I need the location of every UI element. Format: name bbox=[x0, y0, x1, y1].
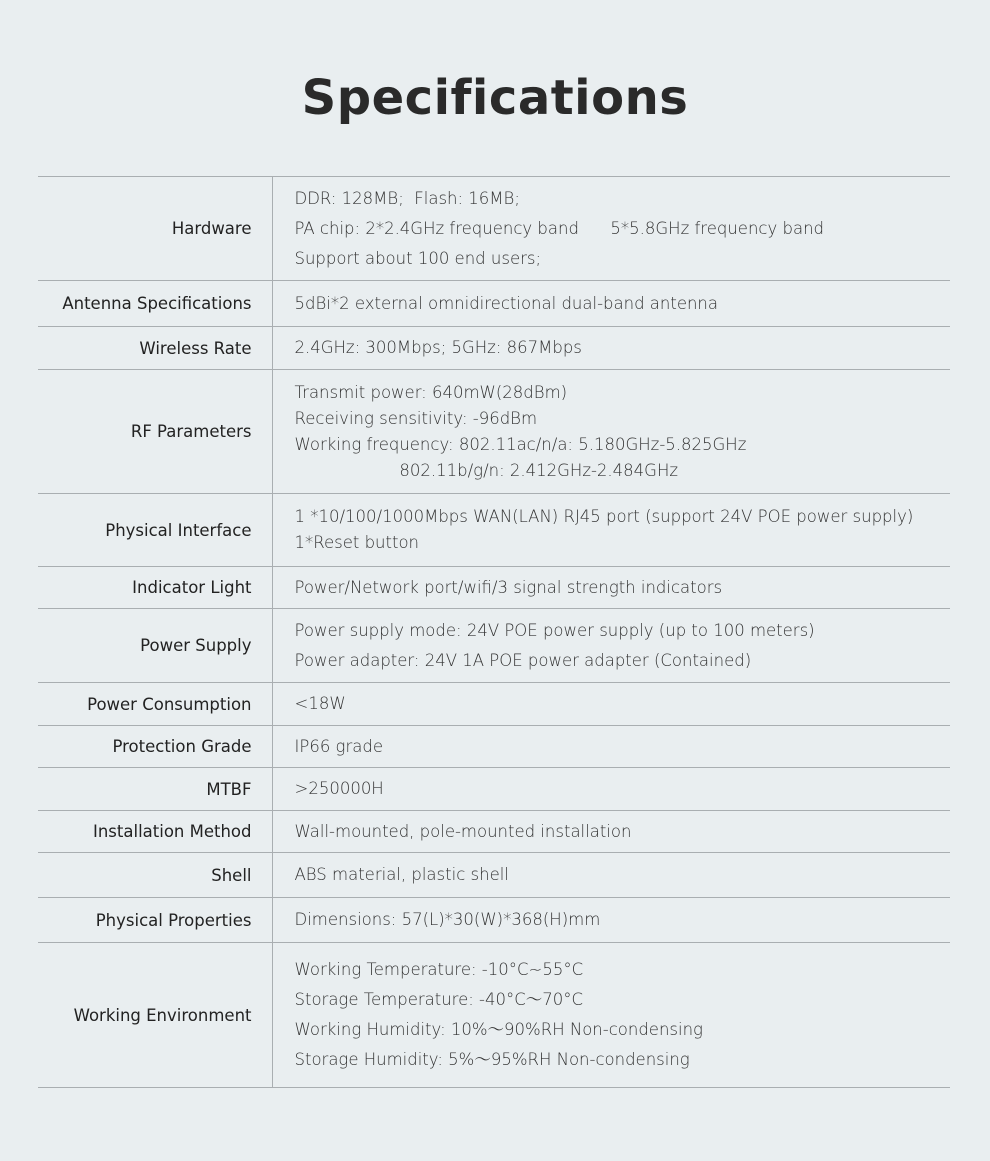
spec-value-line: Storage Temperature: -40°C～70°C bbox=[294, 990, 584, 1009]
spec-label: Working Environment bbox=[38, 943, 272, 1088]
spec-value bbox=[272, 811, 950, 853]
spec-row-antenna bbox=[38, 281, 950, 327]
spec-value-line: Storage Humidity: 5%～95%RH Non-condensing bbox=[294, 1050, 690, 1069]
spec-row-working-environment bbox=[38, 943, 950, 1088]
spec-value bbox=[272, 683, 950, 726]
spec-value bbox=[272, 726, 950, 768]
spec-value bbox=[272, 327, 950, 370]
spec-value bbox=[272, 494, 950, 567]
spec-label: Wireless Rate bbox=[38, 327, 272, 370]
spec-row-physical-properties bbox=[38, 898, 950, 943]
spec-value bbox=[272, 177, 950, 281]
spec-label: Installation Method bbox=[38, 811, 272, 853]
spec-value bbox=[272, 567, 950, 609]
spec-row-rf-parameters bbox=[38, 370, 950, 494]
spec-label: Protection Grade bbox=[38, 726, 272, 768]
spec-label: Shell bbox=[38, 853, 272, 898]
page-title: Specifications bbox=[301, 70, 689, 126]
spec-row-power-supply bbox=[38, 609, 950, 683]
spec-value-line: Working Temperature: -10°C~55°C bbox=[294, 960, 584, 979]
spec-row-physical-interface bbox=[38, 494, 950, 567]
spec-row-protection-grade bbox=[38, 726, 950, 768]
spec-label: Physical Interface bbox=[38, 494, 272, 567]
spec-row-hardware bbox=[38, 177, 950, 281]
spec-value-line: 1*Reset button bbox=[294, 533, 420, 552]
spec-value bbox=[272, 768, 950, 811]
spec-value-line: <18W bbox=[294, 694, 346, 713]
spec-row-shell bbox=[38, 853, 950, 898]
spec-value bbox=[272, 898, 950, 943]
spec-value-line: Dimensions: 57(L)*30(W)*368(H)mm bbox=[294, 910, 601, 929]
spec-label: RF Parameters bbox=[38, 370, 272, 494]
spec-label: Antenna Specifications bbox=[38, 281, 272, 327]
spec-label: MTBF bbox=[38, 768, 272, 811]
spec-value-line: 1 *10/100/1000Mbps WAN(LAN) RJ45 port (support 24V POE power supply) bbox=[294, 507, 914, 526]
spec-label: Indicator Light bbox=[38, 567, 272, 609]
spec-value-line: Power adapter: 24V 1A POE power adapter (Contained) bbox=[294, 650, 752, 670]
spec-row-wireless-rate bbox=[38, 327, 950, 370]
spec-value-line: Working Humidity: 10%～90%RH Non-condensing bbox=[294, 1020, 703, 1039]
spec-value-line: 5dBi*2 external omnidirectional dual-band antenna bbox=[294, 293, 719, 313]
spec-value-line: PA chip: 2*2.4GHz frequency band 5*5.8GHz frequency band bbox=[294, 218, 824, 238]
spec-label: Power Consumption bbox=[38, 683, 272, 726]
spec-value bbox=[272, 943, 950, 1088]
spec-value bbox=[272, 853, 950, 898]
spec-label: Physical Properties bbox=[38, 898, 272, 943]
spec-value-line: Working frequency: 802.11ac/n/a: 5.180GHz-5.825GHz bbox=[294, 434, 747, 454]
spec-value-line: DDR: 128MB; Flash: 16MB; bbox=[294, 188, 520, 208]
spec-value-line: Wall-mounted, pole-mounted installation bbox=[294, 821, 632, 841]
spec-value-line: >250000H bbox=[294, 779, 384, 798]
spec-row-mtbf bbox=[38, 768, 950, 811]
spec-row-power-consumption bbox=[38, 683, 950, 726]
spec-value bbox=[272, 281, 950, 327]
spec-label: Power Supply bbox=[38, 609, 272, 683]
spec-value-line: Receiving sensitivity: -96dBm bbox=[294, 408, 538, 428]
spec-value-line: 2.4GHz: 300Mbps; 5GHz: 867Mbps bbox=[294, 338, 582, 357]
spec-label: Hardware bbox=[38, 177, 272, 281]
spec-value-line: Support about 100 end users; bbox=[294, 248, 542, 268]
spec-value-line: IP66 grade bbox=[294, 736, 383, 756]
spec-value bbox=[272, 609, 950, 683]
spec-value bbox=[272, 370, 950, 494]
spec-value-line: 802.11b/g/n: 2.412GHz-2.484GHz bbox=[294, 460, 679, 480]
spec-value-line: Power supply mode: 24V POE power supply (up to 100 meters) bbox=[294, 620, 815, 640]
spec-row-installation-method bbox=[38, 811, 950, 853]
spec-value-line: Power/Network port/wifi/3 signal strength indicators bbox=[294, 577, 723, 597]
specifications-table bbox=[38, 176, 950, 1088]
spec-value-line: ABS material, plastic shell bbox=[294, 865, 509, 884]
spec-value-line: Transmit power: 640mW(28dBm) bbox=[294, 382, 568, 402]
spec-row-indicator-light bbox=[38, 567, 950, 609]
